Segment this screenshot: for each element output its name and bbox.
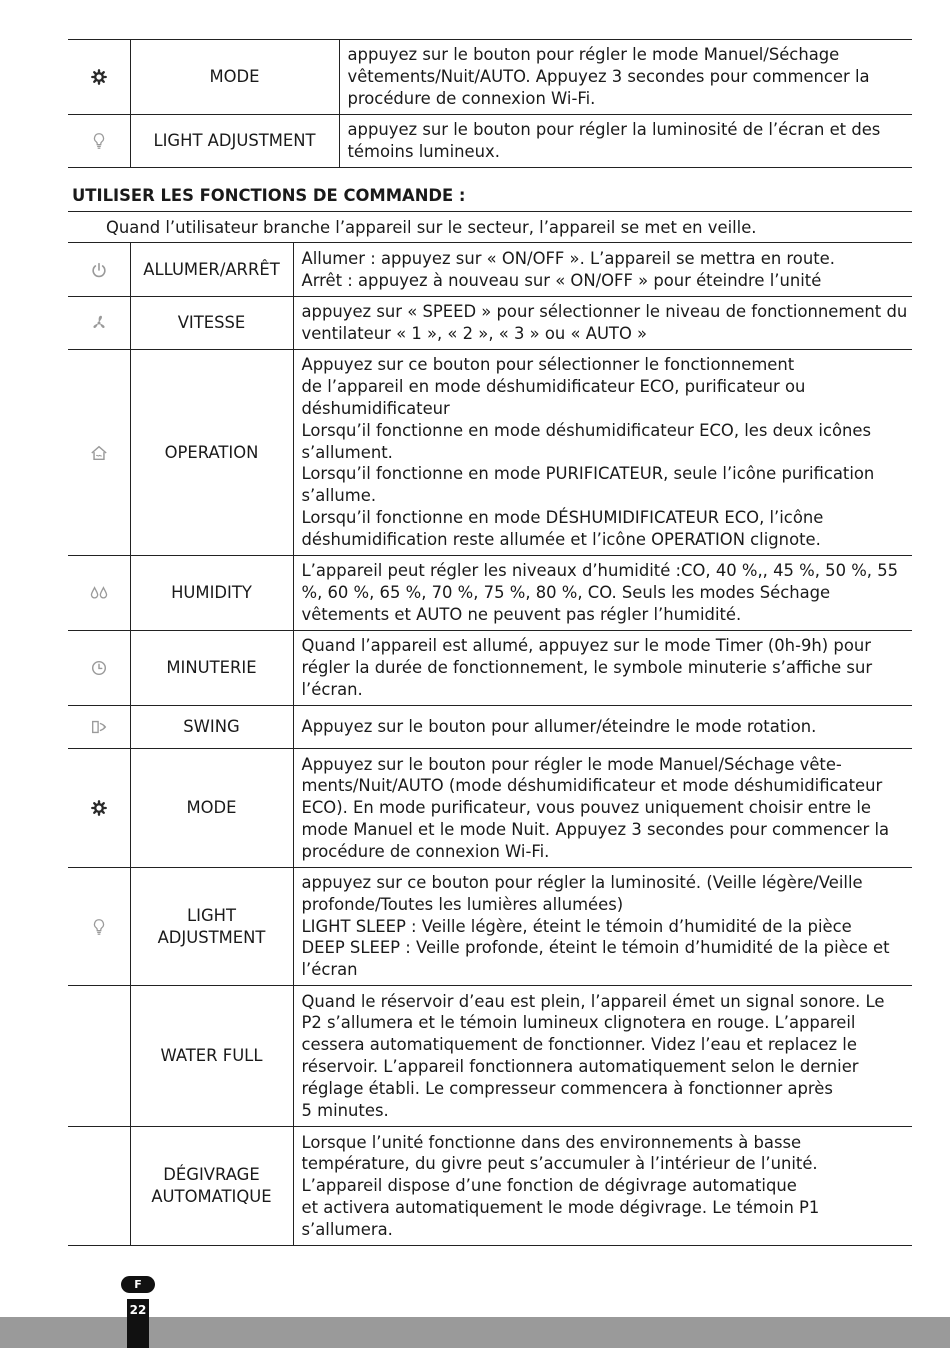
- function-label: LIGHT ADJUSTMENT: [130, 868, 293, 986]
- function-label: SWING: [130, 706, 293, 749]
- humidity-drops-icon: [68, 556, 130, 631]
- function-label: MODE: [130, 749, 293, 868]
- function-description: appuyez sur le bouton pour régler le mode Manuel/Séchage vêtements/Nuit/AUTO. Appuyez 3 secondes pour commencer la procédure de connexion Wi-Fi.: [339, 40, 912, 115]
- function-description: Quand le réservoir d’eau est plein, l’appareil émet un signal sonore. Le P2 s’allumera et le témoin lumineux clignotera en rouge. L’appareil cessera automatiquement de fonctionner. Videz l’eau et replacez le réservoir. L’appareil fonctionnera automatiquement selon le dernier réglage établi. Le compresseur commencera à fonctionner après 5 minutes.: [293, 986, 912, 1127]
- function-description: Appuyez sur ce bouton pour sélectionner le fonctionnement de l’appareil en mode déshumidificateur ECO, purificateur ou déshumidificateur Lorsqu’il fonctionne en mode déshumidificateur ECO, les deux icônes s’allument. Lorsqu’il fonctionne en mode PURIFICATEUR, seule l’icône purification s’allume. Lorsqu’il fonctionne en mode DÉSHUMIDIFICATEUR ECO, l’icône déshumidification reste allumée et l’icône OPERATION clignote.: [293, 350, 912, 556]
- table-row: [68, 1127, 912, 1246]
- function-description: Allumer : appuyez sur « ON/OFF ». L’appareil se mettra en route. Arrêt : appuyez à nouveau sur « ON/OFF » pour éteindre l’unité: [293, 243, 912, 297]
- lightbulb-icon: [68, 115, 130, 168]
- function-label: OPERATION: [130, 350, 293, 556]
- function-label: HUMIDITY: [130, 556, 293, 631]
- power-icon: [68, 243, 130, 297]
- table-row: [68, 749, 912, 868]
- table-row: [68, 297, 912, 350]
- intro-text: Quand l’utilisateur branche l’appareil sur le secteur, l’appareil se met en veille.: [106, 218, 757, 237]
- section-heading: UTILISER LES FONCTIONS DE COMMANDE :: [72, 186, 466, 205]
- table-row: [68, 243, 912, 297]
- icon-cell: [68, 1127, 130, 1246]
- function-description: Quand l’appareil est allumé, appuyez sur le mode Timer (0h-9h) pour régler la durée de fonctionnement, le symbole minuterie s’affiche sur l’écran.: [293, 631, 912, 706]
- mode-table: [68, 39, 912, 168]
- table-row: [68, 706, 912, 749]
- table-row: [68, 40, 912, 115]
- function-label: LIGHT ADJUSTMENT: [130, 115, 339, 168]
- icon-cell: [68, 986, 130, 1127]
- function-description: appuyez sur « SPEED » pour sélectionner le niveau de fonctionnement du ventilateur « 1 », « 2 », « 3 » ou « AUTO »: [293, 297, 912, 350]
- function-description: Appuyez sur le bouton pour allumer/éteindre le mode rotation.: [293, 706, 912, 749]
- table-row: [68, 115, 912, 168]
- language-badge: F: [121, 1276, 155, 1293]
- page-number: 22: [127, 1299, 149, 1348]
- function-description: L’appareil peut régler les niveaux d’humidité :CO, 40 %,, 45 %, 50 %, 55 %, 60 %, 65 %, 70 %, 75 %, 80 %, CO. Seuls les modes Séchage vêtements et AUTO ne peuvent pas régler l’humidité.: [293, 556, 912, 631]
- functions-table: [68, 242, 912, 1246]
- lightbulb-icon: [68, 868, 130, 986]
- table-row: [68, 350, 912, 556]
- function-label: MINUTERIE: [130, 631, 293, 706]
- function-description: appuyez sur le bouton pour régler la luminosité de l’écran et des témoins lumineux.: [339, 115, 912, 168]
- function-label: WATER FULL: [130, 986, 293, 1127]
- swing-icon: [68, 706, 130, 749]
- house-icon: [68, 350, 130, 556]
- function-label: ALLUMER/ARRÊT: [130, 243, 293, 297]
- table-row: [68, 631, 912, 706]
- function-label: DÉGIVRAGE AUTOMATIQUE: [130, 1127, 293, 1246]
- gear-icon: [68, 40, 130, 115]
- function-description: Appuyez sur le bouton pour régler le mode Manuel/Séchage vête- ments/Nuit/AUTO (mode déshumidificateur et mode déshumidificateur ECO). En mode purificateur, vous pouvez uniquement choisir entre le mode Manuel et le mode Nuit. Appuyez 3 secondes pour commencer la procédure de connexion Wi-Fi.: [293, 749, 912, 868]
- function-description: appuyez sur ce bouton pour régler la luminosité. (Veille légère/Veille profonde/Toutes les lumières allumées) LIGHT SLEEP : Veille légère, éteint le témoin d’humidité de la pièce DEEP SLEEP : Veille profonde, éteint le témoin d’humidité de la pièce et l’écran: [293, 868, 912, 986]
- fan-icon: [68, 297, 130, 350]
- function-description: Lorsque l’unité fonctionne dans des environnements à basse température, du givre peut s’accumuler à l’intérieur de l’unité. L’appareil dispose d’une fonction de dégivrage automatique et activera automatiquement le mode dégivrage. Le témoin P1 s’allumera.: [293, 1127, 912, 1246]
- table-row: [68, 986, 912, 1127]
- table-row: [68, 868, 912, 986]
- function-label: MODE: [130, 40, 339, 115]
- table-row: [68, 556, 912, 631]
- gear-icon: [68, 749, 130, 868]
- clock-icon: [68, 631, 130, 706]
- divider: [68, 211, 912, 212]
- function-label: VITESSE: [130, 297, 293, 350]
